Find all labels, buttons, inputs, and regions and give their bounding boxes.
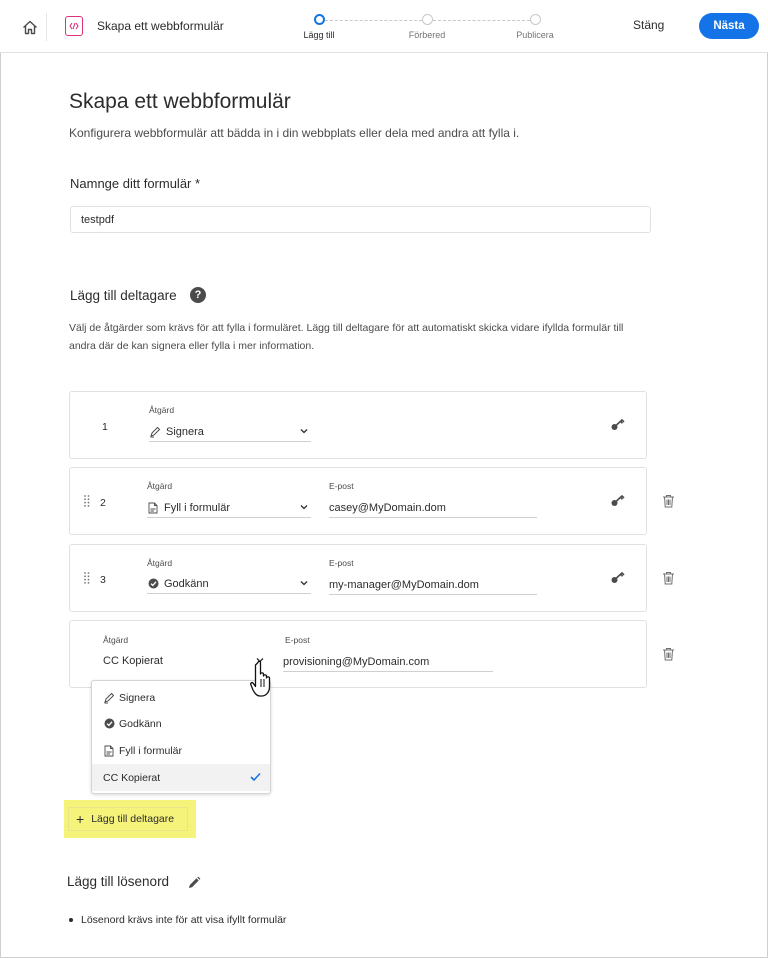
password-note (69, 914, 286, 926)
step-prepare[interactable] (387, 14, 467, 40)
password-note-text: Lösenord krävs inte för att visa ifyllt formulär (81, 914, 287, 926)
dropdown-option-approve[interactable] (92, 710, 270, 737)
step-dot (314, 14, 325, 25)
next-button[interactable]: Nästa (699, 13, 759, 39)
row-number: 1 (102, 421, 108, 433)
email-label: E-post (329, 558, 354, 568)
progress-steps (300, 14, 570, 44)
email-field[interactable]: casey@MyDomain.dom (329, 498, 537, 518)
action-value: Fyll i formulär (164, 501, 231, 514)
email-field[interactable]: my-manager@MyDomain.dom (329, 575, 537, 595)
step-add[interactable] (279, 14, 359, 40)
check-circle-icon (103, 718, 115, 730)
participant-row-3 (69, 544, 647, 612)
row-number: 2 (100, 497, 106, 509)
form-fill-icon (103, 745, 115, 757)
participant-row-1 (69, 391, 647, 459)
option-label: Godkänn (119, 717, 162, 730)
dropdown-option-cc[interactable] (92, 764, 270, 791)
key-icon[interactable] (610, 571, 626, 585)
trash-icon[interactable] (662, 571, 675, 585)
step-dot (422, 14, 433, 25)
dropdown-option-fill-form[interactable] (92, 737, 270, 764)
check-circle-icon (147, 578, 159, 590)
row-number: 3 (100, 574, 106, 586)
action-select[interactable] (147, 574, 311, 594)
action-select[interactable] (147, 498, 311, 518)
step-label: Publicera (516, 30, 554, 40)
chevron-down-icon (299, 578, 309, 588)
hand-cursor-icon (247, 658, 275, 698)
option-label: Signera (119, 691, 156, 704)
drag-handle-icon[interactable] (84, 495, 90, 507)
action-value: CC Kopierat (103, 654, 163, 667)
chevron-down-icon (299, 502, 309, 512)
form-name-input[interactable]: testpdf (70, 206, 651, 233)
top-bar (0, 0, 768, 53)
step-label: Lägg till (303, 30, 335, 40)
step-dot (530, 14, 541, 25)
close-button[interactable]: Stäng (633, 18, 665, 32)
action-value: Signera (166, 425, 204, 438)
action-label: Åtgärd (147, 481, 173, 491)
action-label: Åtgärd (147, 558, 173, 568)
pencil-icon[interactable] (187, 876, 201, 890)
checkmark-icon (250, 772, 261, 782)
participant-row-2 (69, 467, 647, 535)
email-label: E-post (285, 635, 310, 645)
form-fill-icon (147, 502, 159, 514)
password-heading: Lägg till lösenord (67, 874, 170, 889)
option-label: CC Kopierat (103, 771, 161, 784)
action-label: Åtgärd (103, 635, 129, 645)
participant-row-cc (69, 620, 647, 688)
action-select[interactable] (149, 422, 311, 442)
participants-heading: Lägg till deltagare (70, 288, 177, 303)
form-name-label: Namnge ditt formulär * (70, 176, 201, 191)
action-label: Åtgärd (149, 405, 175, 415)
action-value: Godkänn (164, 577, 209, 590)
action-dropdown-menu (91, 680, 271, 794)
home-icon (22, 20, 38, 35)
webform-app-icon (65, 16, 83, 36)
participants-description: Välj de åtgärder som krävs för att fylla i formuläret. Lägg till deltagare för att automatiskt skicka vidare ifyllda formulär till andra där de kan signera eller fylla i mer information. (69, 322, 624, 352)
dropdown-option-sign[interactable] (92, 684, 270, 711)
email-label: E-post (329, 481, 354, 491)
plus-icon: + (76, 811, 85, 827)
chevron-down-icon (299, 426, 309, 436)
step-label: Förbered (408, 30, 446, 40)
pen-icon (103, 692, 115, 704)
option-label: Fyll i formulär (119, 744, 183, 757)
bullet-dot (69, 918, 73, 922)
email-field[interactable]: provisioning@MyDomain.com (283, 652, 493, 672)
key-icon[interactable] (610, 418, 626, 432)
pen-icon (149, 426, 161, 438)
home-button[interactable] (13, 13, 47, 41)
page-subtitle: Konfigurera webbformulär att bädda in i din webbplats eller dela med andra att fylla i. (69, 126, 520, 140)
key-icon[interactable] (610, 494, 626, 508)
trash-icon[interactable] (662, 647, 675, 661)
help-icon[interactable]: ? (190, 287, 206, 303)
step-publish[interactable] (495, 14, 575, 40)
page-title: Skapa ett webbformulär (69, 90, 291, 113)
add-participant-button[interactable] (68, 807, 188, 831)
action-select[interactable] (103, 651, 267, 671)
trash-icon[interactable] (662, 494, 675, 508)
drag-handle-icon[interactable] (84, 572, 90, 584)
app-title: Skapa ett webbformulär (97, 19, 224, 33)
add-participant-label: Lägg till deltagare (91, 813, 175, 825)
